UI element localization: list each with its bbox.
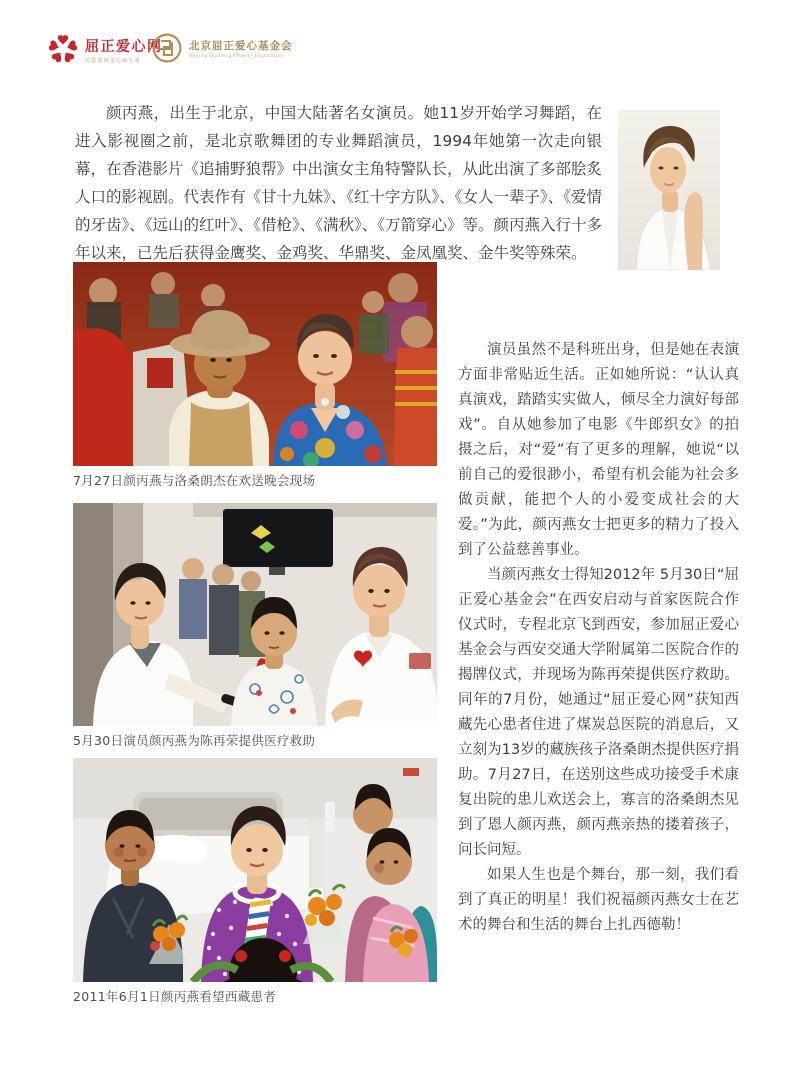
- photo2-caption: 5月30日演员颜丙燕为陈再荣提供医疗救助: [73, 733, 316, 748]
- bio-intro: [75, 99, 602, 267]
- quzheng-foundation-logo: [152, 33, 293, 63]
- article-paragraph-1: 演员虽然不是科班出身，但是她在表演方面非常贴近生活。正如她所说：“认认真真演戏，踏踏实实做人，倾尽全力演好每部戏”。自从她参加了电影《牛郎织女》的拍摄之后，对“爱”有了更多的理解，她说“以前自己的爱很渺小，希望有机会能为社会多做贡献，能把个人的小爱变成社会的大爱。”为此，颜丙燕女士把更多的精力了投入到了公益慈善事业。: [458, 342, 739, 558]
- photo1-caption: 7月27日颜丙燕与洛桑朗杰在欢送晚会现场: [73, 473, 316, 488]
- photo-ward-visit: [73, 758, 437, 1005]
- photo-farewell-party: [73, 262, 437, 489]
- logo2-subtitle: Beijing Quzheng Charity Foundation: [189, 54, 284, 59]
- heart-flower-icon: [46, 32, 80, 66]
- article-paragraph-3: 如果人生也是个舞台，那一刻，我们看到了真正的明星！我们祝福颜丙燕女士在艺术的舞台和生活的舞台上扎西德勒！: [458, 867, 739, 933]
- logo1-title: 屈正爱心网: [85, 39, 163, 55]
- actress-portrait-photo: [618, 110, 720, 270]
- bio-intro-text: 颜丙燕，出生于北京，中国大陆著名女演员。她11岁开始学习舞蹈，在进入影视圈之前，是北京歌舞团的专业舞蹈演员，1994年她第一次走向银幕，在香港影片《追捕野狼帮》中出演女主角特警队长，从此出演了多部脍炙人口的影视剧。代表作有《甘十九妹》、《红十字方队》、《女人一辈子》、《爱情的牙齿》、《远山的红叶》、《借枪》、《满秋》、《万箭穿心》等。颜丙燕入行十多年以来，已先后获得金鹰奖、金鸡奖、华鼎奖、金凤凰奖、金牛奖等殊荣。: [75, 104, 603, 262]
- logo1-tagline: 关爱贫困先心病儿童: [85, 58, 141, 64]
- gold-knot-icon: [152, 33, 182, 63]
- logo2-title: 北京屈正爱心基金会: [189, 40, 293, 52]
- article-paragraph-2: 当颜丙燕女士得知2012年 5月30日“屈正爱心基金会”在西安启动与首家医院合作仪式时，专程北京飞到西安，参加屈正爱心基金会与西安交通大学附属第二医院合作的揭牌仪式，并现场为陈再荣提供医疗救助。同年的7月份，她通过“屈正爱心网”获知西藏先心患者住进了煤炭总医院的消息后，又立刻为13岁的藏族孩子洛桑朗杰提供医疗捐助。7月27日，在送别这些成功接受手术康复出院的患儿欢送会上，寡言的洛桑朗杰见到了恩人颜丙燕，颜丙燕亲热的搂着孩子，问长问短。: [458, 567, 739, 858]
- article-body: [458, 338, 739, 938]
- quzheng-love-site-logo: [46, 32, 163, 66]
- photo3-caption: 2011年6月1日颜丙燕看望西藏患者: [73, 989, 277, 1004]
- photo-hospital-interview: [73, 503, 437, 749]
